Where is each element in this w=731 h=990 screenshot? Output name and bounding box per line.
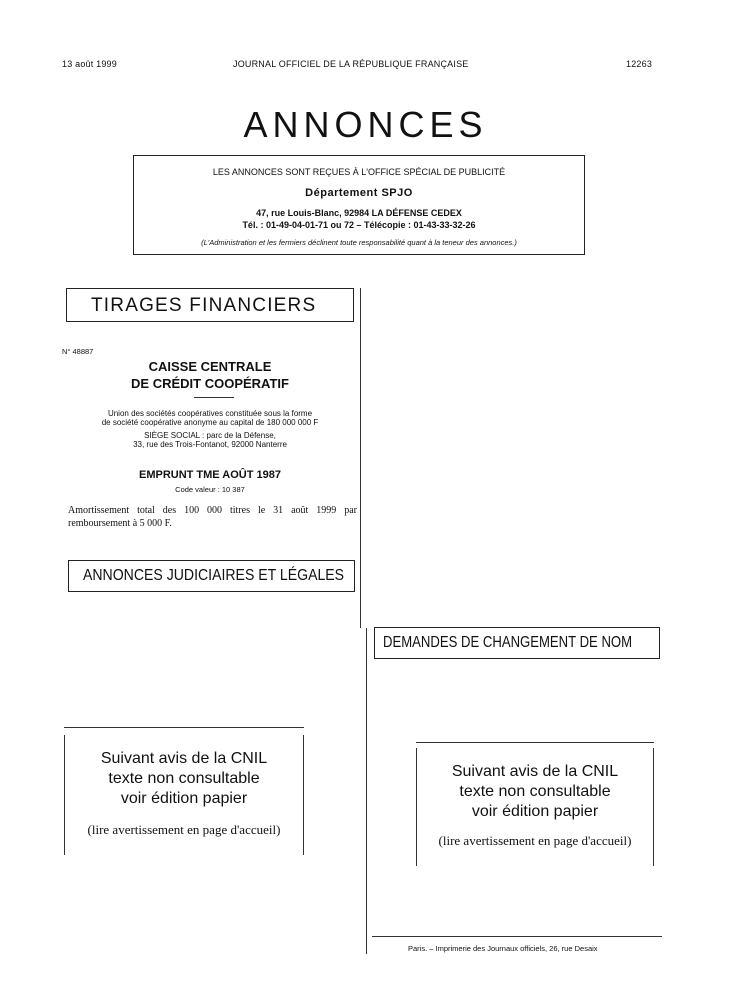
notice-box [133,155,585,255]
header-journal-title: JOURNAL OFFICIEL DE LA RÉPUBLIQUE FRANÇAISE [233,59,469,69]
notice-disclaimer: (L'Administration et les fermiers déclinent toute responsabilité quant à la teneur des annonces.) [201,238,517,247]
column-divider [366,628,367,954]
section-heading-changement [374,627,660,659]
cnil-notice-left [64,735,304,855]
announcement-number: N° 48887 [62,347,94,356]
divider [64,727,304,728]
loan-code: Code valeur : 10 387 [175,485,245,494]
cnil-line: voir édition papier [120,790,248,807]
announcement-body: remboursement à 5 000 F. [68,518,172,529]
notice-line: LES ANNONCES SONT REÇUES À L'OFFICE SPÉCIAL DE PUBLICITÉ [212,167,506,177]
cnil-note: (lire avertissement en page d'accueil) [438,833,632,848]
notice-department: Département SPJO [305,187,413,199]
cnil-notice-right [416,748,654,866]
org-headquarters-address: 33, rue des Trois-Fontanot, 92000 Nanterre [133,440,287,449]
footer-rule [372,936,662,937]
column-divider [360,288,361,628]
cnil-line: Suivant avis de la CNIL [451,763,619,780]
announcement-body: Amortissement total des 100 000 titres le 31 août 1999 par [68,505,357,516]
divider [194,397,234,398]
cnil-line: texte non consultable [108,770,260,787]
section-heading-text: ANNONCES JUDICIAIRES ET LÉGALES [83,567,345,584]
section-heading-tirages [66,288,354,322]
header-page-number: 12263 [626,59,653,69]
section-heading-judiciaires [68,560,355,592]
notice-address: 47, rue Louis-Blanc, 92984 LA DÉFENSE CEDEX [256,208,462,218]
cnil-note: (lire avertissement en page d'accueil) [87,822,281,837]
section-heading-text: TIRAGES FINANCIERS [91,295,317,316]
page-title: ANNONCES [243,104,488,145]
section-heading-text: DEMANDES DE CHANGEMENT DE NOM [383,634,633,651]
org-headquarters: SIÈGE SOCIAL : parc de la Défense, [144,431,276,440]
org-description: de société coopérative anonyme au capital de 180 000 000 F [101,418,319,427]
notice-phones: Tél. : 01-49-04-01-71 ou 72 – Télécopie : 01-43-33-32-26 [242,220,476,230]
cnil-line: Suivant avis de la CNIL [100,750,268,767]
cnil-line: texte non consultable [459,783,611,800]
footer-imprint: Paris. – Imprimerie des Journaux officiels, 26, rue Desaix [408,944,598,953]
org-name-line1: CAISSE CENTRALE [148,359,272,374]
divider [416,742,654,743]
cnil-line: voir édition papier [471,803,599,820]
loan-title: EMPRUNT TME AOÛT 1987 [138,469,281,481]
org-description: Union des sociétés coopératives constituée sous la forme [107,409,313,418]
header-date: 13 août 1999 [62,59,117,69]
org-name-line2: DE CRÉDIT COOPÉRATIF [131,376,289,391]
